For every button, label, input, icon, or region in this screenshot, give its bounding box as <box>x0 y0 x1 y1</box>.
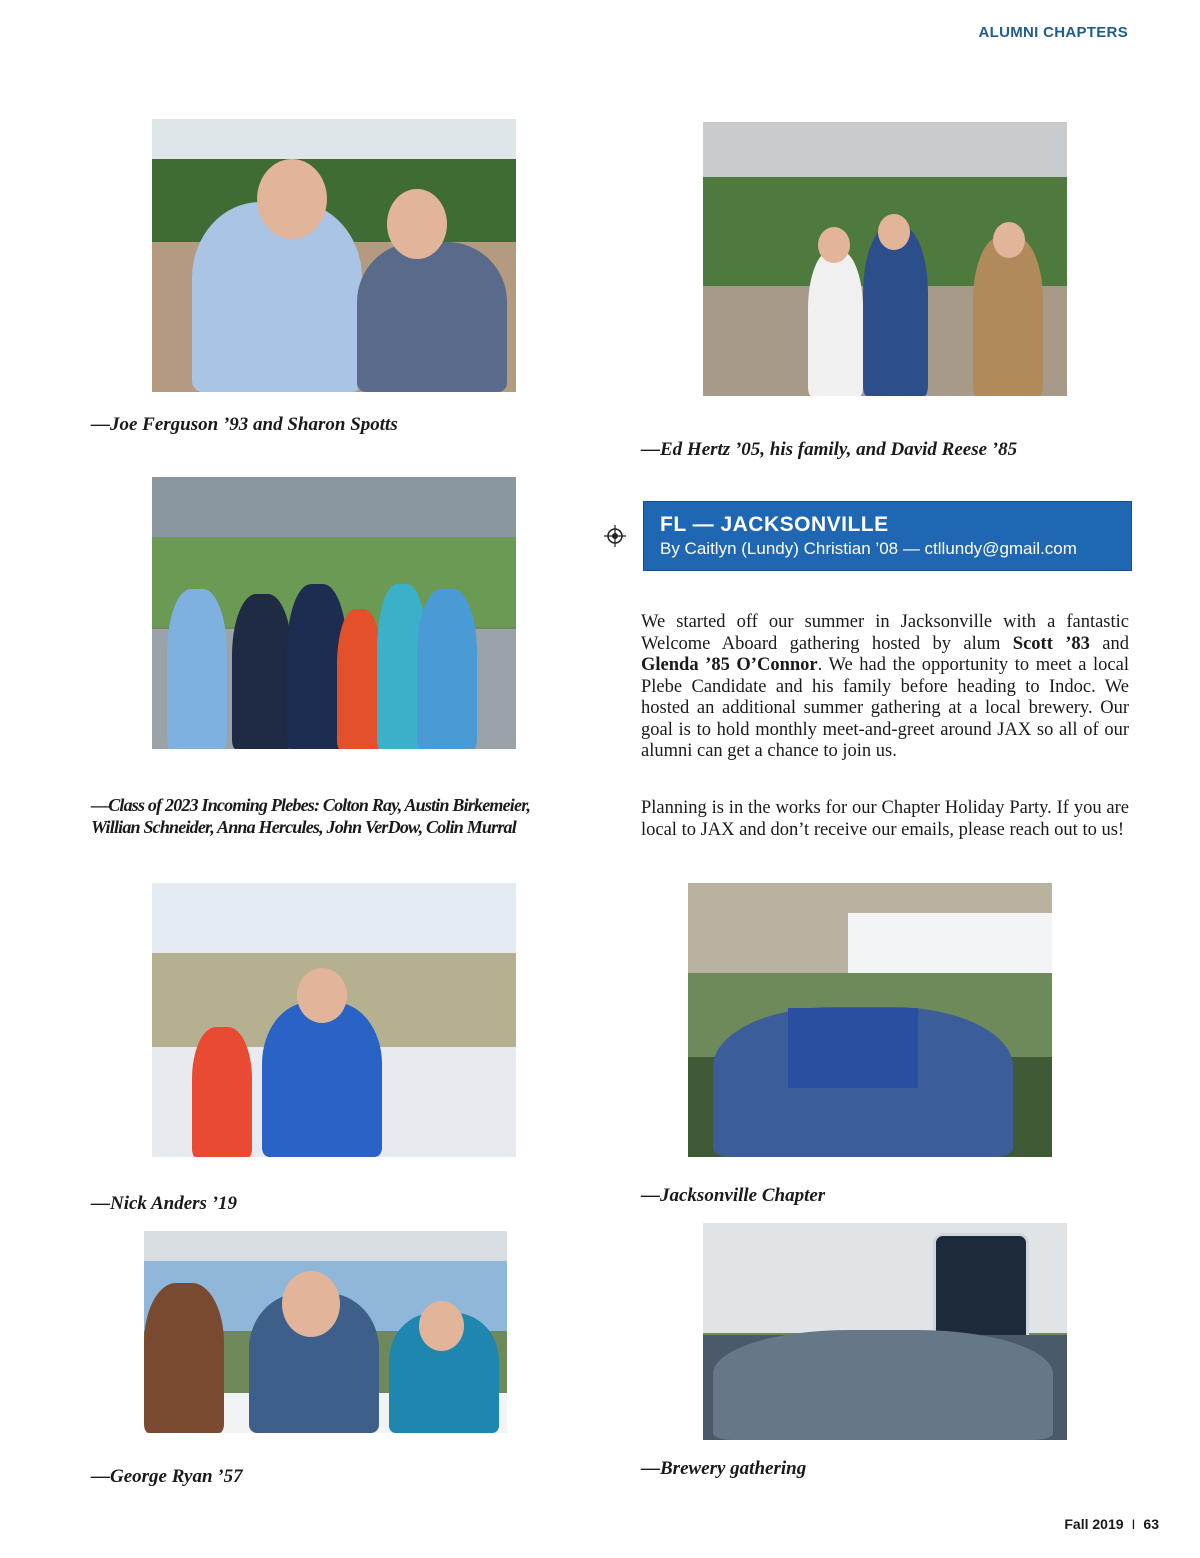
section-header: ALUMNI CHAPTERS <box>978 24 1128 41</box>
photo-caption-line: —Class of 2023 Incoming Plebes: Colton Ray, Austin Birkemeier, <box>91 795 531 815</box>
photo-caption: —George Ryan ’57 <box>91 1466 243 1487</box>
photo-ed-hertz <box>703 122 1067 396</box>
article-bold-name: Glenda ’85 O’Connor <box>641 655 818 675</box>
article-bold-name: Scott ’83 <box>1012 633 1090 654</box>
page-folio <box>1064 1516 1159 1532</box>
photo-caption-line: Willian Schneider, Anna Hercules, John VerDow, Colin Murral <box>91 817 516 837</box>
photo-caption: —Brewery gathering <box>641 1458 807 1479</box>
photo-caption: —Joe Ferguson ’93 and Sharon Spotts <box>91 414 398 435</box>
chapter-title: FL — JACKSONVILLE <box>660 513 889 536</box>
article-text: and <box>1089 633 1130 654</box>
registration-mark-icon <box>604 525 626 547</box>
photo-brewery-gathering <box>703 1223 1067 1440</box>
photo-nick-anders <box>152 883 516 1157</box>
photo-caption: —Ed Hertz ’05, his family, and David Reese ’85 <box>641 439 1018 460</box>
article-text: We started off our summer in Jacksonville with a fantastic Welcome Aboard gathering hosted by alum <box>641 612 1129 654</box>
photo-incoming-plebes <box>152 477 516 749</box>
article-text: . We had the opportunity to meet a local Plebe Candidate and his family before heading to Indoc. We hosted an additional summer gathering at a local brewery. Our goal is to hold monthly meet-and-greet around JAX so all of our alumni can get a chance to join us. <box>641 655 1129 761</box>
folio-separator: I <box>1131 1516 1136 1532</box>
photo-caption: —Nick Anders ’19 <box>91 1193 238 1214</box>
chapter-byline: By Caitlyn (Lundy) Christian ’08 — ctllundy@gmail.com <box>660 539 1077 558</box>
issue-label: Fall 2019 <box>1064 1516 1124 1532</box>
photo-caption: —Jacksonville Chapter <box>641 1185 826 1206</box>
photo-george-ryan <box>144 1231 507 1433</box>
article-paragraph <box>641 612 1129 763</box>
photo-joe-ferguson <box>152 119 516 392</box>
chapter-heading-box <box>643 501 1132 571</box>
photo-caption <box>91 794 530 838</box>
page-number: 63 <box>1143 1516 1159 1532</box>
article-paragraph: Planning is in the works for our Chapter Holiday Party. If you are local to JAX and don’t receive our emails, please reach out to us! <box>641 798 1129 840</box>
photo-jacksonville-chapter <box>688 883 1052 1157</box>
